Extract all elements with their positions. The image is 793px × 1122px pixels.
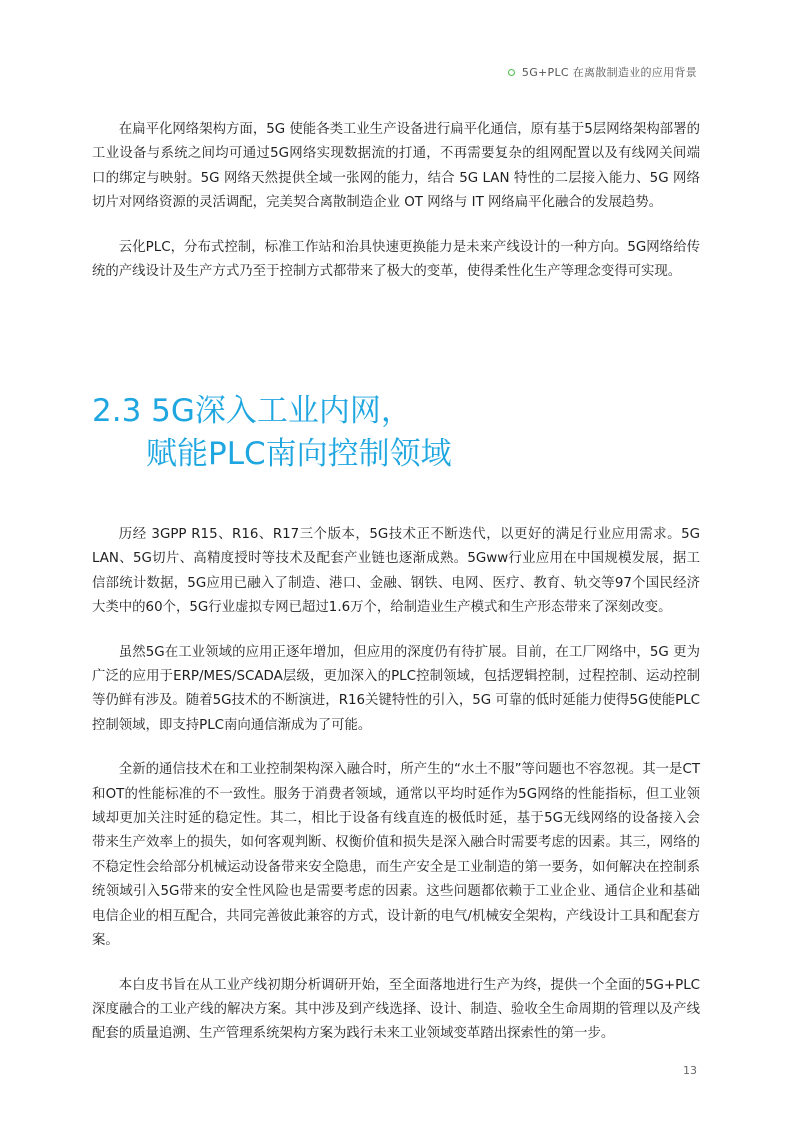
running-header [508, 64, 697, 80]
intro-text-block [92, 118, 700, 284]
body-paragraph: 在扁平化网络架构方面，5G 使能各类工业生产设备进行扁平化通信，原有基于5层网络架构部署的工业设备与系统之间均可通过5G网络实现数据流的打通，不再需要复杂的组网配置以及有线网关间端口的绑定与映射。5G 网络天然提供全域一张网的能力，结合 5G LAN 特性的二层接入能力、5G 网络切片对网络资源的灵活调配，完美契合离散制造企业 OT 网络与 IT 网络扁平化融合的发展趋势。 [92, 122, 700, 211]
body-paragraph: 本白皮书旨在从工业产线初期分析调研开始，至全面落地进行生产为终，提供一个全面的5G+PLC 深度融合的工业产线的解决方案。其中涉及到产线选择、设计、制造、验收全生命周期的管理以及产线配套的质量追溯、生产管理系统架构方案为践行未来工业领域变革踏出探索性的第一步。 [92, 977, 700, 1042]
header-title: 5G+PLC 在离散制造业的应用背景 [521, 66, 697, 79]
body-paragraph: 历经 3GPP R15、R16、R17三个版本，5G技术正不断迭代，以更好的满足行业应用需求。5G LAN、5G切片、高精度授时等技术及配套产业链也逐渐成熟。5Gww行业应用在中国规模发展，据工信部统计数据，5G应用已融入了制造、港口、金融、钢铁、电网、医疗、教育、轨交等97个国民经济大类中的60个，5G行业虚拟专网已超过1.6万个，给制造业生产模式和生产形态带来了深刻改变。 [92, 527, 700, 616]
section-heading [92, 390, 452, 476]
section-text-block [92, 523, 700, 1047]
section-heading-line2: 赋能PLC南向控制领域 [146, 436, 452, 472]
body-paragraph: 云化PLC，分布式控制，标准工作站和治具快速更换能力是未来产线设计的一种方向。5G网络给传统的产线设计及生产方式乃至于控制方式都带来了极大的变革，使得柔性化生产等理念变得可实现。 [92, 239, 700, 280]
section-heading-line1: 2.3 5G深入工业内网， [92, 393, 412, 429]
body-paragraph: 虽然5G在工业领域的应用正逐年增加，但应用的深度仍有待扩展。目前，在工厂网络中，5G 更为广泛的应用于ERP/MES/SCADA层级，更加深入的PLC控制领域，包括逻辑控制，过程控制、运动控制等仍鲜有涉及。随着5G技术的不断演进，R16关键特性的引入，5G 可靠的低时延能力使得5G使能PLC控制领域，即支持PLC南向通信渐成为了可能。 [92, 644, 700, 733]
body-paragraph: 全新的通信技术在和工业控制架构深入融合时，所产生的“水土不服”等问题也不容忽视。其一是CT和OT的性能标准的不一致性。服务于消费者领域，通常以平均时延作为5G网络的性能指标，但工业领域却更加关注时延的稳定性。其二，相比于设备有线直连的极低时延，基于5G无线网络的设备接入会带来生产效率上的损失，如何客观判断、权衡价值和损失是深入融合时需要考虑的因素。其三，网络的不稳定性会给部分机械运动设备带来安全隐患，而生产安全是工业制造的第一要务，如何解决在控制系统领域引入5G带来的安全性风险也是需要考虑的因素。这些问题都依赖于工业企业、通信企业和基础电信企业的相互配合，共同完善彼此兼容的方式，设计新的电气/机械安全架构，产线设计工具和配套方案。 [92, 762, 700, 949]
circle-bullet-icon [508, 69, 515, 76]
page-number: 13 [683, 1064, 697, 1077]
